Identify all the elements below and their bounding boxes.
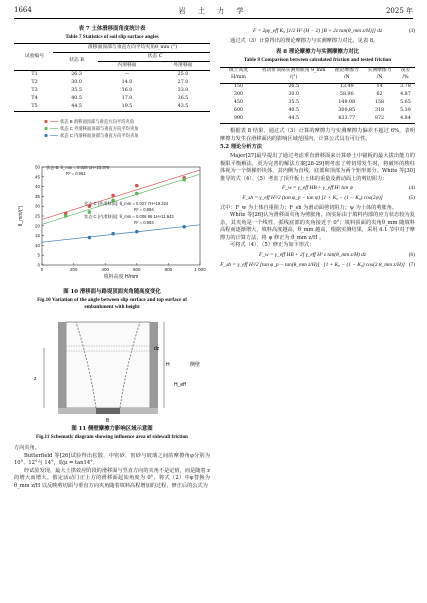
data-point	[135, 192, 139, 196]
table7-cell: T2	[31, 79, 38, 85]
table7-col-id: 试验编号	[14, 44, 53, 71]
table7-cell: —	[124, 71, 130, 77]
y-tick-label: 25	[34, 213, 40, 219]
table8-cell: 44.5	[288, 115, 299, 121]
table7-cell: 30.0	[71, 79, 82, 85]
right-column	[220, 26, 415, 272]
left-para-3: 经试验发现，最大土拱效应阶段的滑移面与竖直方向的夹角不是定值，而是随着 z 的增大而增大。假定活动门正上方的滑移面起始角度为 0°，将式（2）中φ替换为 θ_mm z/H 以反映剪切面与垂直方向夹角随着填料高程增加的过程，修正后的公式为	[14, 467, 210, 489]
table8-row	[220, 115, 415, 123]
table7-cell: 25.0	[177, 71, 189, 77]
table7-cell: 33.0	[177, 87, 189, 93]
table8-cell: 5.65	[400, 100, 411, 106]
table8-caption-en: Table 8 Comparison between calculated friction and tested friction	[243, 57, 392, 64]
right-wall	[150, 322, 158, 414]
table8-row	[220, 100, 415, 108]
table8-row	[220, 83, 415, 91]
table8-cell: 158	[374, 100, 385, 106]
x-tick-label: 800	[164, 266, 173, 272]
table7-cell: 14.0	[121, 79, 133, 85]
table7-cell: T1	[31, 71, 38, 77]
y-tick-label: 40	[34, 184, 40, 190]
data-point	[182, 225, 186, 229]
y-tick-label: 15	[34, 233, 40, 239]
right-para-2: Majer[27]最早提出了通过考虑垂直滑移面来计算砂土中锚板的最大拔出能力的极限平衡解法，更为完善的解法方案[28-29]则考虑了剪切带发生时，将破坏的梭柱体视为一个倒梯形块体，其内侧为直线，底部和顶部为两个矩形部分。White 等[30]推导的式（4）、（5）考虑了顶升板上土体的重量及滑动面上的剪切阻力：	[220, 152, 415, 182]
legend-marker	[44, 120, 47, 123]
legend-marker	[44, 127, 47, 130]
table8-header-cell: 实测摩擦力 /N	[367, 68, 392, 81]
table7-cell: 36.5	[177, 95, 189, 101]
legend-marker	[44, 134, 47, 137]
fig11-caption-en: Fig.11 Schematic diagram showing influence area of sidewall friction	[36, 433, 188, 440]
data-point	[111, 194, 115, 198]
table7-col-c-out: 外滑移面	[173, 62, 193, 68]
table8-cell: 900	[233, 115, 244, 121]
right-para-0: 通过式（3）计算得出的理论摩擦力与实测摩擦力对比，见表 8。	[230, 37, 379, 44]
equation-7-body: F_sh = γ_eff H²/2 [tan φ_p − tan(θ_mm z/H)] · [1 + K₀ − (1 − K₀) cos(2 θ_mm z/H)]	[220, 261, 405, 268]
data-point	[135, 230, 139, 234]
legend-label: 状态 C 外滑移面顶部与垂直方向平均夹角	[60, 125, 139, 131]
y-tick-label: 0	[37, 262, 40, 268]
table8-cell: 13.49	[339, 84, 354, 90]
table7-cell: 35.5	[71, 87, 82, 93]
table7-cell: 16.0	[121, 87, 133, 93]
table7-caption-zh: 表 7 土体滑移面角度统计表	[78, 26, 146, 32]
table8-cell: 4.87	[400, 92, 411, 98]
trapdoor	[96, 408, 120, 414]
fit-r2-b: R² = 0.961	[66, 170, 86, 176]
y-tick-label: 20	[34, 223, 40, 229]
equation-4-number: (4)	[408, 185, 415, 192]
equation-3	[220, 28, 415, 36]
table8-cell: 450	[233, 100, 244, 106]
table7-cell: 19.5	[121, 103, 133, 109]
year-label: 2025 年	[385, 7, 413, 15]
data-point	[111, 232, 115, 236]
equation-3-number: (3)	[408, 28, 415, 34]
y-tick-label: 45	[34, 174, 40, 180]
equation-7-number: (7)	[408, 261, 415, 268]
fit-equation-b: 状态 B: θ_mm = 0.025 1H+23.378	[46, 164, 110, 170]
table7-row	[14, 79, 210, 87]
table8-cell: 30.0	[288, 92, 299, 98]
fig11-label-b: B	[106, 417, 110, 424]
left-wall	[58, 322, 66, 414]
table7	[14, 43, 210, 112]
x-axis-label: 填料高度 H/mm	[103, 273, 139, 280]
left-para-1: 方向夹角。	[14, 445, 40, 452]
data-point	[64, 214, 68, 218]
table7-cell: 27.0	[177, 79, 189, 85]
table7-cell: 17.0	[121, 95, 133, 101]
fig11-label-z: z	[34, 375, 37, 382]
x-tick-label: 0	[40, 266, 44, 272]
equation-6	[220, 252, 415, 260]
y-tick-label: 10	[34, 242, 40, 248]
table7-cell: 44.5	[71, 103, 82, 109]
table7-row	[14, 87, 210, 95]
fit-equation-c-out: 状态 C (外滑移面): θ_mm = 0.027 7H+19.324	[84, 200, 169, 206]
table8-cell: 318	[374, 107, 385, 113]
legend-label: 状态 B 滑移面顶部与垂直方向平均夹角	[60, 118, 135, 124]
x-tick-label: 600	[133, 266, 141, 272]
table7-cell: 43.5	[177, 103, 189, 109]
right-para-5: 可将式（4）、（5）修正为如下形式：	[230, 242, 315, 249]
table8-cell: 150	[233, 84, 244, 90]
equation-5-number: (5)	[408, 194, 415, 201]
table8-row	[220, 92, 415, 100]
table8-cell: 300	[233, 92, 244, 98]
table8-header-cell: 误差 /%	[400, 68, 411, 81]
legend-label: 状态 C 内滑移面顶部与垂直方向平均夹角	[60, 132, 139, 138]
page-number: 1664	[14, 6, 32, 14]
equation-7	[220, 262, 415, 270]
table8-cell: 872	[374, 115, 385, 121]
fig11-label-h: H	[166, 361, 170, 368]
right-para-1: 根据表 8 结果，通过式（3）计算的摩擦力与实测摩擦力偏差不超过 6%，表明摩擦力发生在滑移面内的影响区域范围内，计算公式具有可行性。	[220, 128, 415, 142]
table7-row	[14, 95, 210, 103]
section-5-2-heading: 5.2 理论分析方法	[220, 144, 262, 151]
equation-3-body: F = 2μγ_eff K₀ [1/2 H² (H − 2) [B + 2z tan(θ_mm z/H)]] dz	[252, 28, 383, 34]
table7-row	[14, 71, 210, 79]
table8-cell: 833.77	[338, 115, 356, 121]
table8-cell: 5.39	[400, 107, 411, 113]
y-tick-label: 30	[34, 203, 40, 209]
fig10-caption-zh: 图 10 滑移面与路堤顶面夹角随高度变化	[63, 288, 161, 295]
table8-cell: 600	[233, 107, 244, 113]
table7-head-span: 滑移面顶部与垂直方向平均夹角θ_mm (°)	[53, 44, 210, 53]
equation-6-number: (6)	[408, 251, 415, 258]
series-fit-line	[42, 225, 200, 242]
table8-cell: 300.85	[338, 107, 356, 113]
table8-cell: 62	[376, 92, 383, 98]
data-point	[135, 184, 139, 188]
fit-equation-c-in: 状态 C (内滑移面): θ_mm = 0.008 86 1H+11.643	[84, 213, 174, 219]
table7-cell: 26.3	[71, 71, 82, 77]
table7-col-b: 状态 B	[53, 53, 98, 71]
y-axis-label: θ_mm/(°)	[18, 205, 24, 227]
equation-5-body: F_sh = γ_eff H²/2 (tan φ_p − tan ψ) [1 + K₀ − (1 − K₀) cos(2ψ)]	[242, 194, 383, 201]
fit-r2-c-in: R² = 0.983	[134, 219, 154, 225]
fig11-label-dz: dz	[154, 345, 160, 352]
fig11-label-wall: 侧壁	[190, 361, 201, 368]
data-point	[88, 236, 92, 240]
fig10-caption-en: Fig.10 Variation of the angle between slip surface and top surface of embankment with height	[37, 296, 187, 311]
left-column	[14, 26, 210, 490]
table7-state-c: 状态 C	[98, 53, 210, 62]
equation-6-body: F_w = γ_eff HB + 2∫ γ_eff H² z tan(θ_mm z/H) dz	[259, 251, 366, 258]
table7-cell: T3	[31, 87, 38, 93]
y-tick-label: 50	[34, 164, 40, 170]
fig11-diagram	[14, 316, 210, 426]
right-para-3: 式中：F_w 为土体自重阻力；F_sh 为滑动面剪切阻力；ψ 为土体的剪胀角。	[220, 204, 398, 211]
table7-row	[14, 103, 210, 111]
table8-header-cell: 填土高度 H/mm	[228, 68, 249, 81]
table8-header-cell: 剪切带顶部实测剪胀角 θ_mm /(°)	[261, 68, 326, 81]
fig11-caption-zh: 图 11 侧壁摩擦力影响区域示意图	[71, 425, 153, 432]
table7-col-c-in: 内滑移面	[117, 62, 137, 68]
equation-4	[220, 185, 415, 193]
table7-cell: T5	[31, 103, 38, 109]
right-para-4: White 等[26]认为滑移面夹角为剪胀角，而实际由于填料内部的应力状态较为复杂，其夹角是一个线性、弧线底部的夹角接近于 0°；填料顶面的夹角θ_mm 随填料高程而逐渐增大，填料高度越高，θ_mm 越高，根据实测结果，采用 4.1 节中对于摩擦力的计算方法，将 ψ 修正为 θ_mm z/H 。	[220, 212, 415, 241]
equation-5	[220, 195, 415, 203]
fig10-chart	[14, 117, 210, 289]
x-tick-label: 400	[101, 266, 109, 272]
table7-caption-en: Table 7 Statistics of soil slip surface angles	[65, 33, 159, 40]
left-para-2: Butterfield 等[26]试验得出松散、中密砂、密砂与玻璃之间的摩擦角φ分别为 10°、12°与 14°，取μ = tan14°。	[14, 452, 210, 467]
table8-cell: 149.08	[338, 100, 356, 106]
table8-row	[220, 107, 415, 115]
table8	[220, 67, 415, 125]
y-tick-label: 35	[34, 193, 40, 199]
table8-cell: 4.84	[400, 115, 411, 121]
table8-cell: 35.5	[288, 100, 299, 106]
equation-4-body: F_w = γ_eff HB + γ_eff H² tan ψ	[282, 185, 353, 192]
fig11-label-heff: H_eff	[174, 381, 186, 388]
table8-cell: 14	[376, 84, 383, 90]
x-tick-label: 200	[69, 266, 78, 272]
table8-caption-zh: 表 8 理论摩擦力与实测摩擦力对比	[276, 49, 359, 56]
fit-r2-c-out: R² = 0.994	[134, 206, 154, 212]
table8-cell: 3.78	[400, 84, 411, 90]
y-tick-label: 5	[37, 252, 40, 258]
table7-cell: 40.5	[71, 95, 82, 101]
running-header	[14, 6, 413, 19]
data-point	[182, 178, 186, 182]
table8-cell: 58.90	[339, 92, 354, 98]
journal-name: 岩 土 力 学	[178, 7, 249, 15]
table8-header-cell: 理论摩擦力 /N	[334, 68, 359, 81]
x-tick-label: 1 000	[194, 266, 206, 272]
table8-cell: 40.5	[288, 107, 299, 113]
table8-cell: 26.5	[288, 84, 299, 90]
table7-cell: T4	[31, 95, 38, 101]
